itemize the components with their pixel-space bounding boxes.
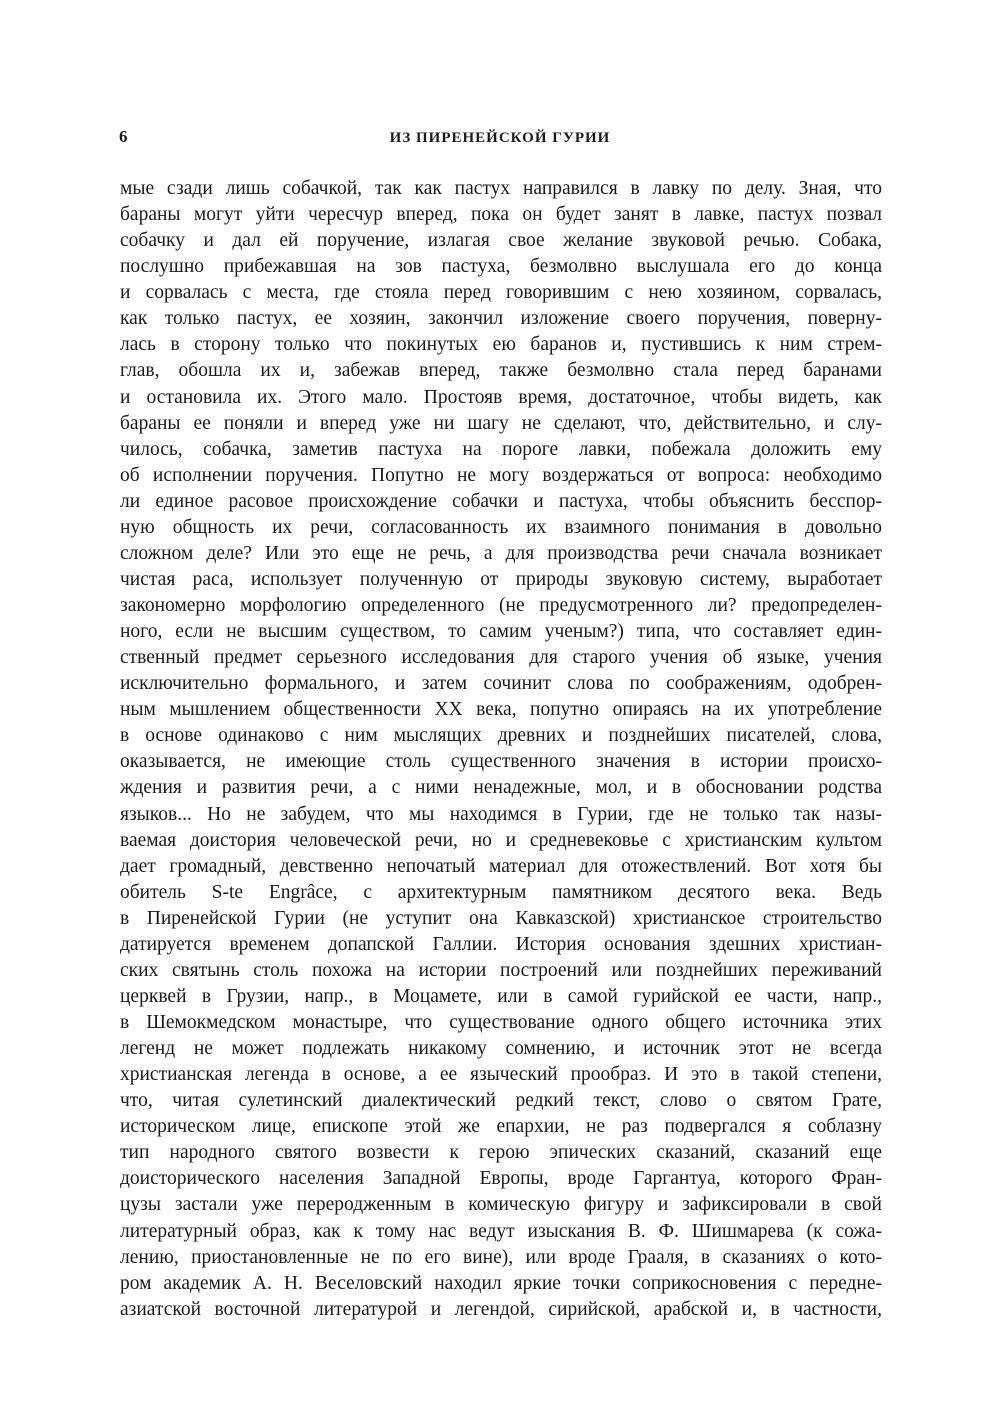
text-line: историческом лице, епископе этой же епархии, не раз подвергался я соблазну: [120, 1116, 882, 1138]
text-line: сложном деле? Или это еще не речь, а для производства речи сначала возникает: [120, 542, 882, 564]
text-line: ваемая доистория человеческой речи, но и средневековье с христианским культом: [120, 829, 882, 851]
text-line: доисторического населения Западной Европы, вроде Гаргантуа, которого Фран-: [120, 1168, 882, 1190]
text-line: бараны ее поняли и вперед уже ни шагу не сделают, что, действительно, и слу-: [120, 412, 882, 434]
text-line: чистая раса, использует полученную от природы звуковую систему, выработает: [120, 568, 882, 590]
text-line: датируется временем допапской Галлии. История основания здешних христиан-: [120, 933, 882, 955]
text-line: бараны могут уйти чересчур вперед, пока он будет занят в лавке, пастух позвал: [120, 204, 882, 226]
text-line: лению, приостановленные не по его вине), или вроде Грааля, в сказаниях о кото-: [120, 1246, 882, 1268]
text-line: ственный предмет серьезного исследования для старого учения об языке, учения: [120, 647, 882, 669]
text-line: исключительно формального, и затем сочинит слова по соображениям, одобрен-: [120, 673, 882, 695]
text-line: цузы застали уже переродженным в комическую фигуру и зафиксировали в свой: [120, 1194, 882, 1216]
text-line: азиатской восточной литературой и легендой, сирийской, арабской и, в частности,: [120, 1298, 882, 1320]
text-line: как только пастух, ее хозяин, закончил изложение своего поручения, поверну-: [120, 308, 882, 330]
text-line: обитель S-te Engrâce, с архитектурным памятником десятого века. Ведь: [120, 881, 882, 903]
text-line: литературный образ, как к тому нас ведут изыскания В. Ф. Шишмарева (к сожа-: [120, 1220, 882, 1242]
text-line: оказывается, не имеющие столь существенного значения в истории происхо-: [120, 751, 882, 773]
text-line: в основе одинаково с ним мыслящих древних и позднейших писателей, слова,: [120, 725, 882, 747]
text-line: ли единое расовое происхождение собачки и пастуха, чтобы объяснить бесспор-: [120, 490, 882, 512]
page-number: 6: [119, 127, 128, 146]
text-line: и остановила их. Этого мало. Простояв время, достаточное, чтобы видеть, как: [120, 386, 882, 408]
text-line: глав, обошла их и, забежав вперед, также безмолвно стала перед баранами: [120, 360, 882, 382]
text-line: что, читая сулетинский диалектический редкий текст, слово о святом Грате,: [120, 1090, 882, 1112]
text-line: ждения и развития речи, а с ними ненадежные, мол, и в обосновании родства: [120, 777, 882, 799]
text-line: ром академик А. Н. Веселовский находил яркие точки соприкосновения с передне-: [120, 1272, 882, 1294]
text-line: ного, если не высшим существом, то самим ученым?) типа, что составляет един-: [120, 621, 882, 643]
text-line: в Шемокмедском монастыре, что существование одного общего источника этих: [120, 1012, 882, 1033]
text-line: в Пиренейской Гурии (не уступит она Кавказской) христианское строительство: [120, 907, 882, 929]
text-line: ную общность их речи, согласованность их взаимного понимания в довольно: [120, 516, 882, 538]
text-line: ских святынь столь похожа на истории построений или позднейших переживаний: [120, 959, 882, 981]
text-line: послушно прибежавшая на зов пастуха, безмолвно выслушала его до конца: [120, 256, 882, 278]
text-line: чилось, собачка, заметив пастуха на пороге лавки, побежала доложить ему: [120, 438, 882, 460]
text-line: и сорвалась с места, где стояла перед говорившим с нею хозяином, сорвалась,: [120, 282, 882, 304]
text-line: христианская легенда в основе, а ее языческий прообраз. И это в такой степени,: [120, 1064, 882, 1086]
text-line: легенд не может подлежать никакому сомнению, и источник этот не всегда: [120, 1038, 882, 1060]
text-line: лась в сторону только что покинутых ею баранов и, пустившись к ним стрем-: [120, 334, 882, 356]
text-line: дает громадный, девственно непочатый материал для отожествлений. Вот хотя бы: [120, 855, 882, 877]
text-line: тип народного святого возвести к герою эпических сказаний, сказаний еще: [120, 1142, 882, 1164]
text-line: мые сзади лишь собачкой, так как пастух направился в лавку по делу. Зная, что: [120, 178, 882, 199]
body-text: [120, 176, 882, 1323]
text-line: об исполнении поручения. Попутно не могу воздержаться от вопроса: необходимо: [120, 464, 882, 486]
text-line: церквей в Грузии, напр., в Моцамете, или в самой гурийской ее части, напр.,: [120, 985, 882, 1007]
text-line: языков... Но не забудем, что мы находимся в Гурии, где не только так назы-: [120, 803, 882, 825]
text-line: собачку и дал ей поручение, излагая свое желание звуковой речью. Собака,: [120, 230, 882, 252]
text-line: закономерно морфологию определенного (не предусмотренного ли? предопределен-: [120, 595, 882, 616]
text-line: ным мышлением общественности XX века, попутно опираясь на их употребление: [120, 699, 882, 721]
running-title: ИЗ ПИРЕНЕЙСКОЙ ГУРИИ: [389, 130, 611, 146]
